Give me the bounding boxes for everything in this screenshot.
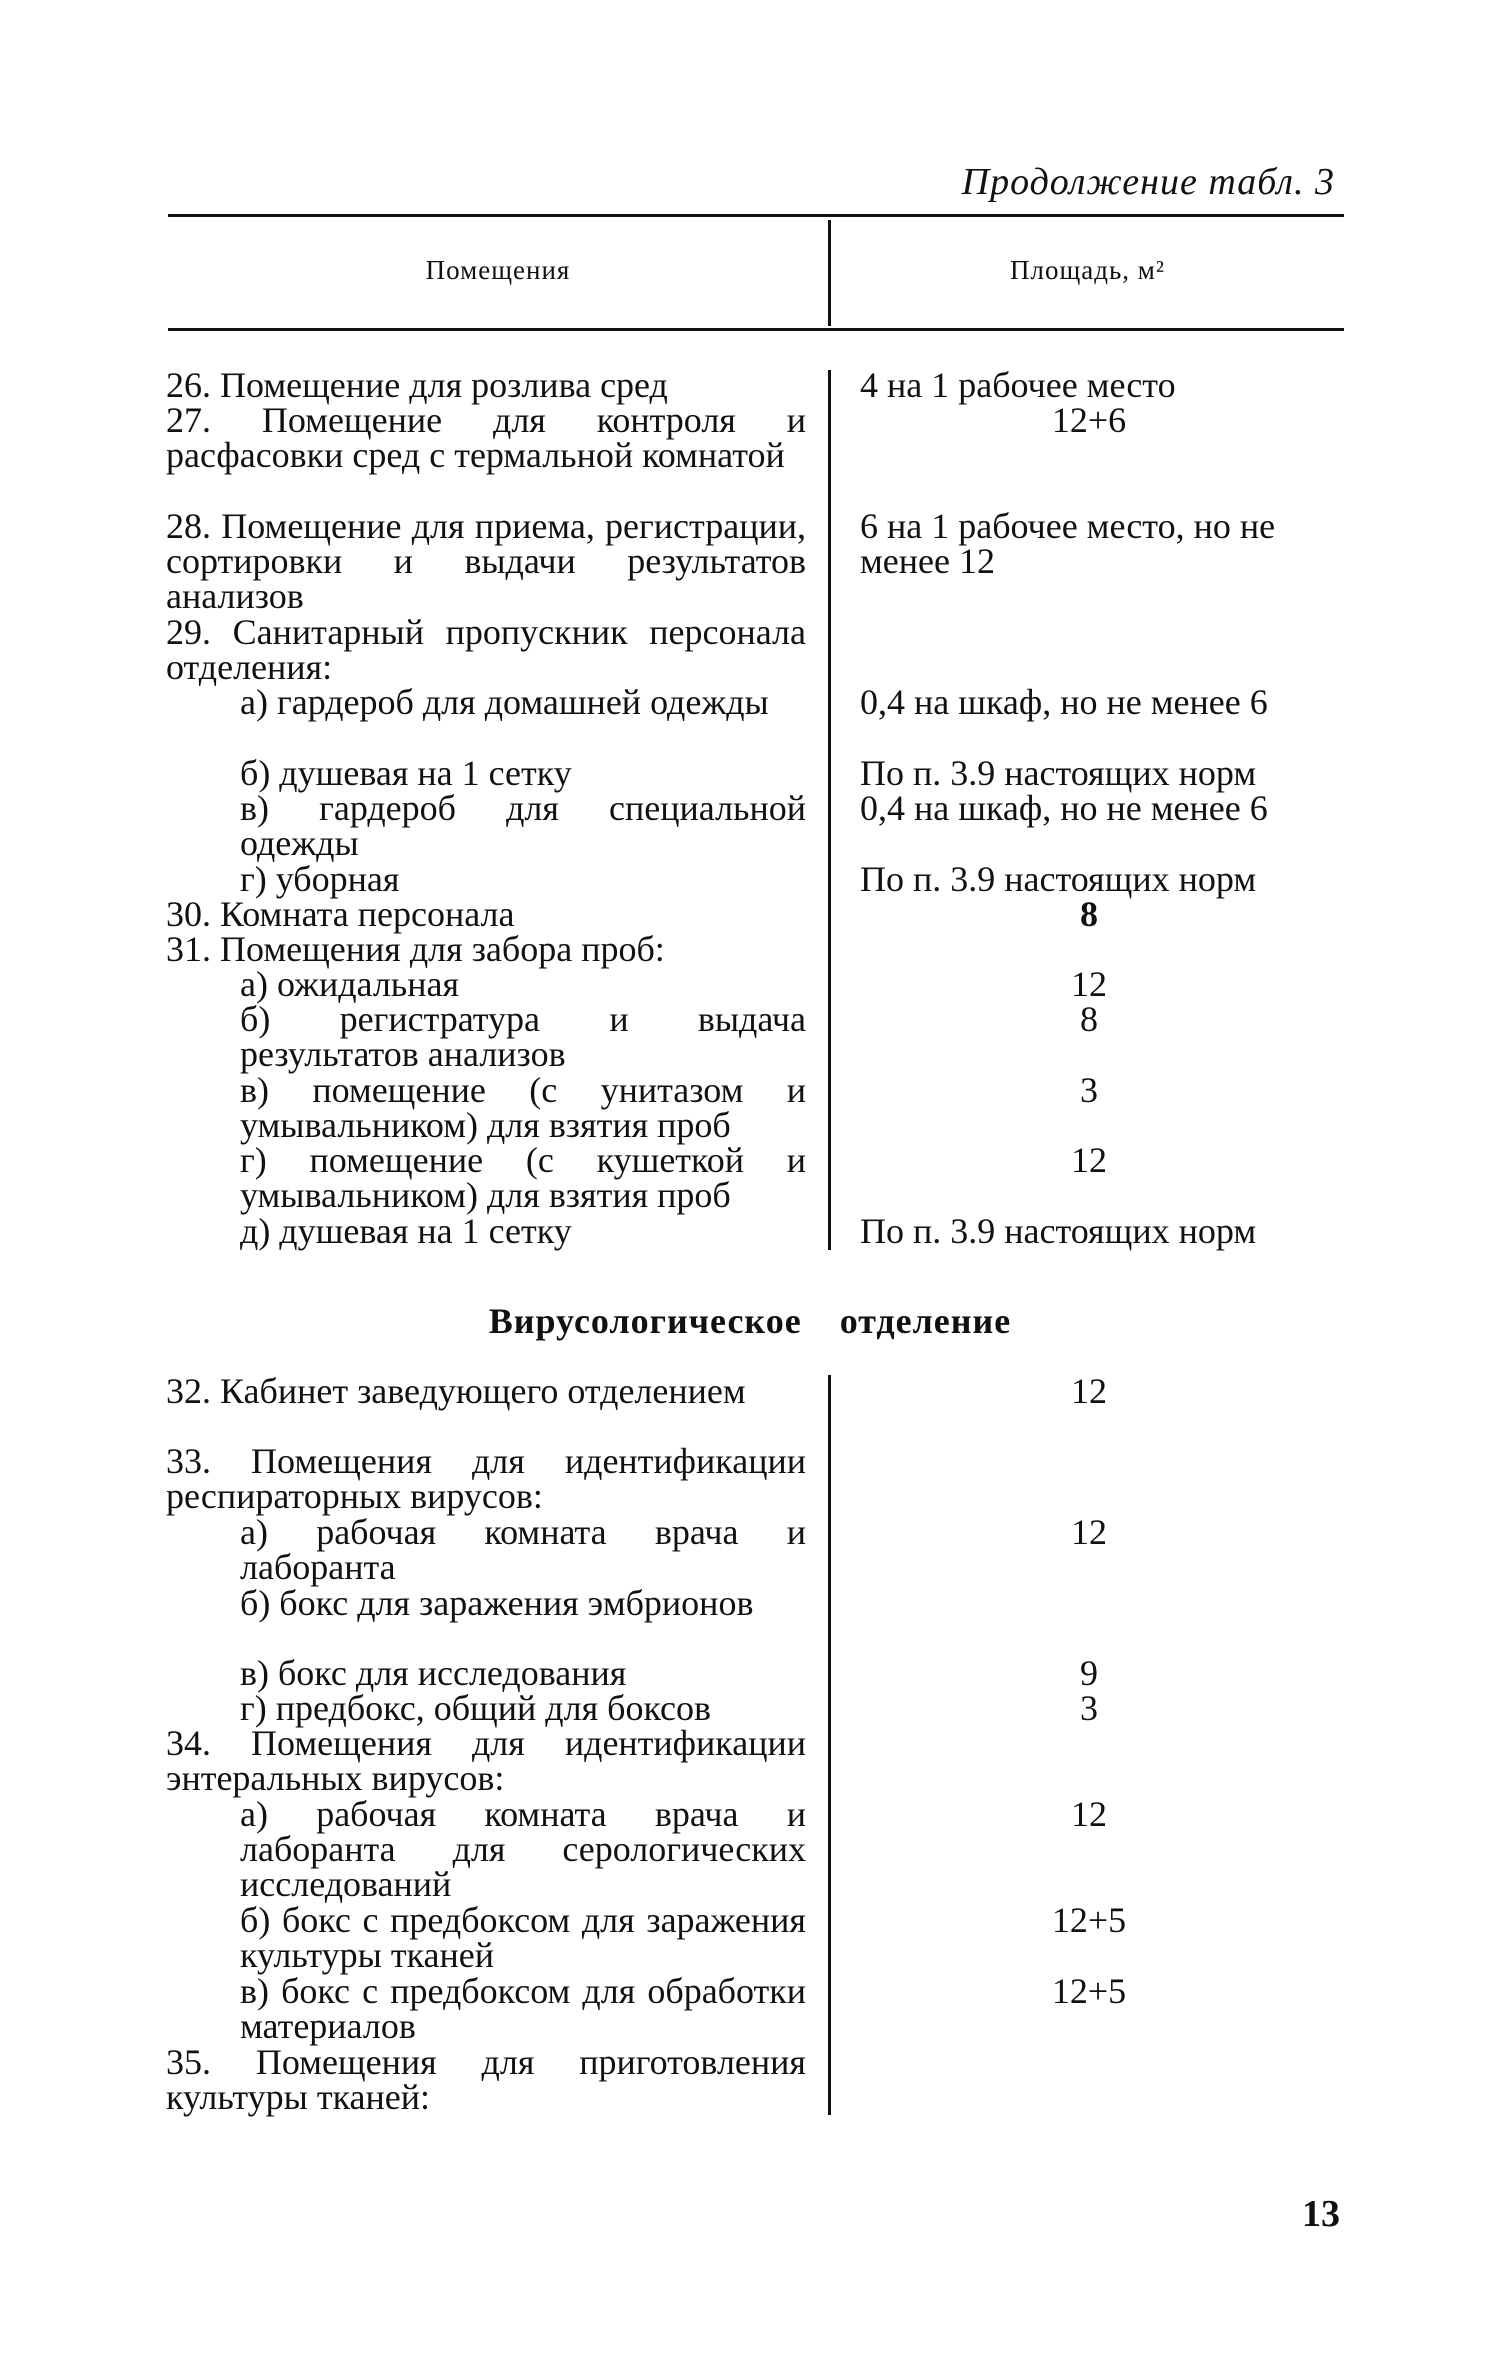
area-cell: По п. 3.9 настоящих норм [860,1211,1257,1251]
room-cell: б) бокс с предбоксом для заражения культуры тканей [240,1900,806,1975]
area-cell: 8 [1080,999,1098,1039]
room-cell: а) ожидальная [240,964,460,1004]
room-cell: г) помещение (с кушеткой и умывальником) для взятия проб [240,1140,806,1215]
area-cell: 12 [1071,1512,1107,1552]
column-header-area: Площадь, м² [1010,255,1165,285]
section-title [0,1300,1500,1342]
room-cell: г) уборная [240,859,400,899]
column-header-rooms: Помещения [425,255,571,285]
area-cell: 12 [1071,1371,1107,1411]
room-cell: а) гардероб для домашней одежды [240,682,769,722]
room-cell: в) гардероб для специальной одежды [240,788,806,863]
room-cell: б) душевая на 1 сетку [240,753,572,793]
area-cell: 0,4 на шкаф, но не менее 6 [860,788,1268,828]
area-cell: 0,4 на шкаф, но не менее 6 [860,682,1268,722]
area-cell: 3 [1080,1070,1098,1110]
header-bottom-rule [168,328,1344,331]
room-cell: 29. Санитарный пропускник персонала отделения: [166,612,806,687]
area-cell: 6 на 1 рабочее место, но не менее 12 [860,506,1276,581]
area-cell: 12 [1071,964,1107,1004]
area-cell: По п. 3.9 настоящих норм [860,753,1257,793]
room-cell: 32. Кабинет заведующего отделением [166,1371,746,1411]
room-cell: 35. Помещения для приготовления культуры тканей: [166,2042,806,2117]
room-cell: в) бокс для исследования [240,1653,627,1693]
area-cell: 9 [1080,1653,1098,1693]
room-cell: г) предбокс, общий для боксов [240,1688,712,1728]
room-cell: а) рабочая комната врача и лаборанта для серологических исследований [240,1794,806,1904]
room-cell: 28. Помещение для приема, регистрации, сортировки и выдачи результатов анализов [166,506,806,616]
room-cell: 33. Помещения для идентификации респираторных вирусов: [166,1441,806,1516]
room-cell: 31. Помещения для забора проб: [166,929,665,969]
room-cell: 26. Помещение для розлива сред [166,365,668,405]
room-cell: б) бокс для заражения эмбрионов [240,1583,754,1623]
room-cell: 34. Помещения для идентификации энтеральных вирусов: [166,1723,806,1798]
room-cell: 30. Комната персонала [166,894,515,934]
area-cell: 3 [1080,1688,1098,1728]
table-continuation-caption: Продолжение табл. 3 [961,161,1335,203]
area-cell: 4 на 1 рабочее место [860,365,1176,405]
table-top-rule [168,214,1344,217]
room-cell: б) регистратура и выдача результатов анализов [240,999,806,1074]
area-cell: 12+5 [1051,1971,1127,2011]
section-title-word-1: Вирусологическое [488,1301,802,1341]
room-cell: в) бокс с предбоксом для обработки материалов [240,1971,806,2046]
area-cell: 12+5 [1051,1900,1127,1940]
room-cell: а) рабочая комната врача и лаборанта [240,1512,806,1587]
area-cell: 12 [1071,1140,1107,1180]
area-cell: По п. 3.9 настоящих норм [860,859,1257,899]
section-title-word-2: отделение [839,1301,1012,1341]
room-cell: в) помещение (с унитазом и умывальником) для взятия проб [240,1070,806,1145]
area-cell: 8 [1080,894,1098,934]
area-cell: 12+6 [1051,400,1127,440]
room-cell: 27. Помещение для контроля и расфасовки сред с термальной комнатой [166,400,806,475]
page-number: 13 [1302,2193,1340,2235]
body-column-divider-1 [828,370,831,1250]
room-cell: д) душевая на 1 сетку [240,1211,572,1251]
area-cell: 12 [1071,1794,1107,1834]
